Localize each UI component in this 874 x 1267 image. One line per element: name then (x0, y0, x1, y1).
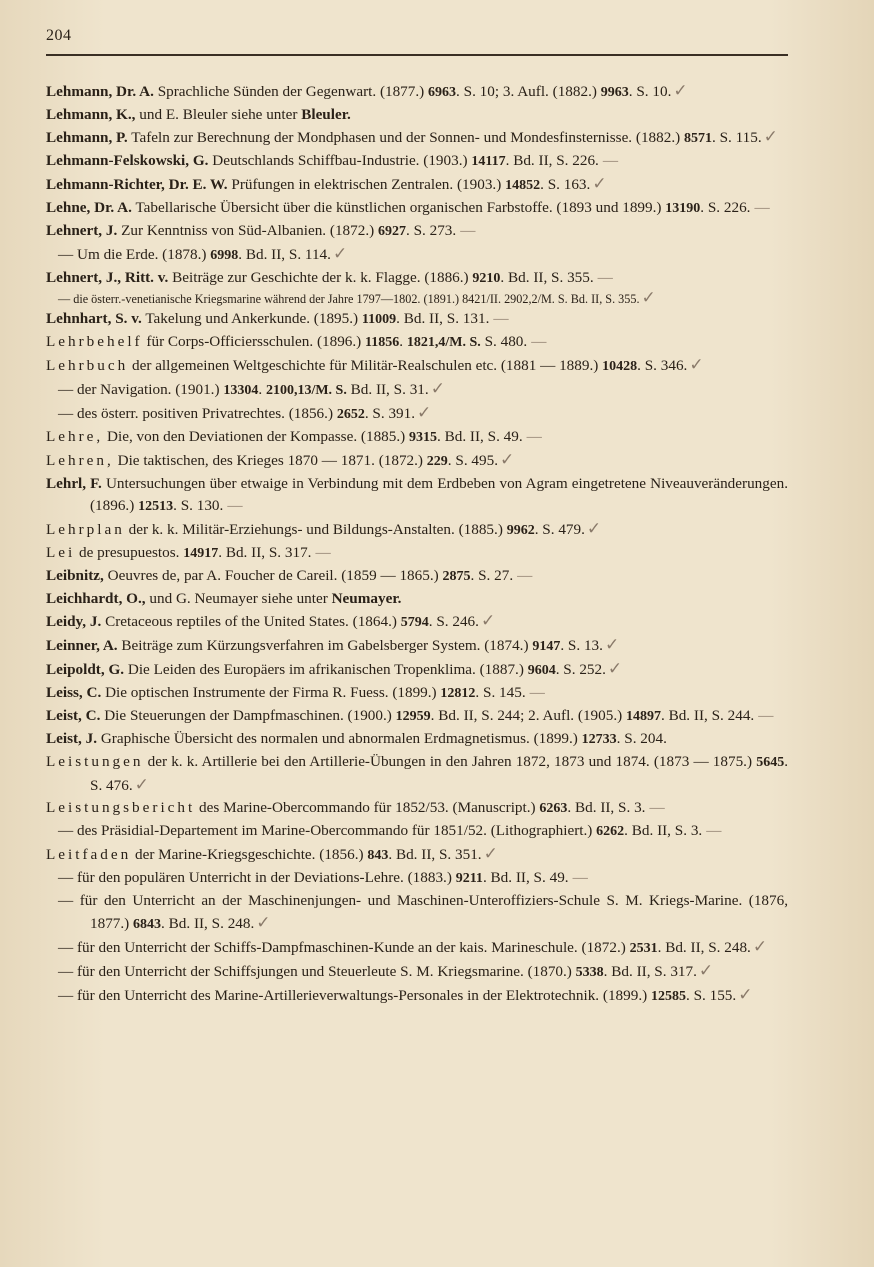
dash-mark-icon: — (649, 799, 665, 816)
entry-location: . S. 226. (700, 199, 751, 216)
entry-call-number: 9315 (409, 430, 438, 445)
entry-location: . S. 204. (616, 730, 667, 747)
entry-author: Leipoldt, G. (46, 661, 125, 678)
check-mark-icon: ✓ (256, 913, 271, 933)
entry-title: — des österr. positiven Privatrechtes. (1856.) (58, 405, 337, 422)
entry-keyword: Lehrbehelf (46, 333, 143, 350)
entry-title: Prüfungen in elektrischen Zentralen. (1903.) (227, 176, 506, 193)
catalog-entry (46, 197, 788, 220)
entry-location: . Bd. II, S. 114. (238, 246, 331, 263)
entry-author: Leiss, C. (46, 684, 102, 701)
dash-mark-icon: — (460, 222, 476, 239)
catalog-entry (46, 449, 788, 473)
entry-location: . S. 27. (470, 567, 514, 584)
catalog-entry (46, 473, 788, 518)
check-mark-icon: ✓ (698, 961, 714, 981)
entry-keyword: Leitfaden (46, 846, 132, 863)
entry-location: . S. 252. (555, 661, 606, 678)
entry-location: . S. 495. (447, 452, 498, 469)
entry-location: . Bd. II, S. 248. (657, 939, 751, 956)
catalog-entry (46, 984, 788, 1008)
entry-location: . S. 155. (685, 987, 737, 1004)
catalog-entry (46, 610, 788, 634)
entry-crossref: Neumayer. (331, 590, 402, 607)
catalog-entry (46, 705, 788, 728)
check-mark-icon: ✓ (738, 985, 753, 1005)
entry-title: de presupuestos. (75, 544, 184, 561)
dash-mark-icon: — (526, 428, 542, 445)
entry-location: . Bd. II, S. 3. (624, 822, 703, 839)
entry-title: — für den Unterricht der Schiffsjungen und Steuerleute S. M. Kriegsmarine. (1870.) (58, 963, 576, 980)
entry-call-number: 12513 (138, 499, 174, 514)
entry-location: . Bd. II, S. 226. (505, 152, 599, 169)
catalog-entry (46, 378, 788, 402)
check-mark-icon: ✓ (607, 659, 623, 679)
catalog-entry (46, 80, 788, 104)
dash-mark-icon: — (758, 707, 774, 724)
entry-title: Graphische Übersicht des normalen und abnormalen Erdmagnetismus. (1899.) (97, 730, 582, 747)
check-mark-icon: ✓ (641, 288, 656, 308)
catalog-entry (46, 820, 788, 843)
entry-location: . Bd. II, S. 351. (388, 846, 482, 863)
check-mark-icon: ✓ (500, 450, 515, 470)
entry-title: — Um die Erde. (1878.) (58, 246, 211, 263)
check-mark-icon: ✓ (483, 844, 498, 864)
entry-location: . Bd. II, S. 317. (603, 963, 697, 980)
catalog-entry (46, 751, 788, 797)
entry-location: . Bd. II, S. 244; 2. Aufl. (1905.) (430, 707, 626, 724)
entry-title: Tafeln zur Berechnung der Mondphasen und der Sonnen- und Mondesfinsternisse. (1882.) (127, 129, 684, 146)
check-mark-icon: ✓ (592, 174, 607, 194)
entry-call-number: 10428 (602, 359, 638, 374)
entry-author: Leidy, J. (46, 613, 102, 630)
entry-title: — des Präsidial-Departement im Marine-Obercommando für 1851/52. (Lithographiert.) (58, 822, 597, 839)
entry-title: des Marine-Obercommando für 1852/53. (Manuscript.) (195, 799, 540, 816)
entry-author: Lehmann-Felskowski, G. (46, 152, 209, 169)
dash-mark-icon: — (706, 822, 722, 839)
entry-location: . Bd. II, S. 49. (437, 428, 523, 445)
dash-mark-icon: — (531, 333, 547, 350)
entry-title: Die Leiden des Europäers im afrikanischen Tropenklima. (1887.) (124, 661, 528, 678)
entry-location: . S. 13. (560, 637, 603, 654)
entry-title: — für den Unterricht der Schiffs-Dampfmaschinen-Kunde an der kais. Marineschule. (1872.) (58, 939, 630, 956)
entry-call-number: 11009 (361, 312, 397, 327)
entry-call-number: 12812 (440, 686, 476, 701)
dash-mark-icon: — (315, 544, 331, 561)
entry-title: — der Navigation. (1901.) (58, 381, 224, 398)
entry-call-number: 9211 (455, 871, 483, 886)
entry-keyword: Lehrplan (46, 521, 125, 538)
entry-location: . Bd. II, S. 3. (567, 799, 646, 816)
entry-author: Leichhardt, O., (46, 590, 146, 607)
entry-location: . S. 346. (637, 357, 688, 374)
dash-mark-icon: — (602, 152, 619, 169)
entry-author: Lehmann, P. (46, 129, 128, 146)
entry-keyword: Lehrbuch (46, 357, 129, 374)
entry-author: Lehmann, Dr. A. (46, 83, 154, 100)
entry-call-number: 1821,4/M. S. (406, 335, 481, 350)
catalog-entry (46, 658, 788, 682)
entry-location: . S. 115. (711, 129, 762, 146)
entry-keyword: Lehre, (46, 428, 104, 445)
page-number: 204 (46, 27, 72, 44)
entry-author: Leinner, A. (46, 637, 118, 654)
entry-title: Die taktischen, des Krieges 1870 — 1871. (1872.) (113, 452, 427, 469)
entry-call-number: 6998 (210, 248, 239, 263)
dash-mark-icon: — (529, 684, 545, 701)
entry-call-number: 14852 (505, 178, 541, 193)
check-mark-icon: ✓ (689, 355, 704, 375)
catalog-entry (46, 518, 788, 542)
entry-title: der k. k. Militär-Erziehungs- und Bildungs-Anstalten. (1885.) (124, 521, 507, 538)
entry-call-number: 8571 (683, 131, 712, 146)
catalog-entry (46, 565, 788, 588)
entry-call-number: 9962 (506, 523, 535, 538)
entry-title: für Corps-Officiersschulen. (1896.) (142, 333, 366, 350)
entry-keyword: Leistungsbericht (46, 799, 196, 816)
catalog-entry (46, 243, 788, 267)
entry-author: Leist, J. (46, 730, 98, 747)
entry-title: — für den Unterricht des Marine-Artillerieverwaltungs-Personales in der Elektrotechnik. (1899.) (58, 987, 651, 1004)
entry-call-number: 9963 (600, 85, 629, 100)
catalog-entry (46, 542, 788, 565)
catalog-entry (46, 843, 788, 867)
entry-keyword: Leistungen (46, 753, 144, 770)
entry-keyword: Lei (46, 544, 76, 561)
entry-crossref: Bleuler. (301, 106, 351, 123)
entry-call-number: 14117 (471, 154, 506, 169)
entry-title: Untersuchungen über etwaige in Verbindung mit dem Erdbeben von Agram eingetretene Niveauveränderungen. (1896.) (90, 475, 788, 514)
entry-author: Leibnitz, (46, 567, 104, 584)
dash-mark-icon: — (493, 310, 509, 327)
dash-mark-icon: — (227, 497, 243, 514)
entry-call-number: 9604 (527, 663, 556, 678)
catalog-entry (46, 867, 788, 890)
entry-call-number: 14917 (183, 546, 219, 561)
entry-author: Leist, C. (46, 707, 101, 724)
entry-location: . S. 479. (534, 521, 585, 538)
catalog-entry (46, 173, 788, 197)
dash-mark-icon: — (572, 869, 588, 886)
entry-location: . (258, 381, 266, 398)
entry-title: Die Steuerungen der Dampfmaschinen. (1900.) (100, 707, 396, 724)
catalog-entry (46, 682, 788, 705)
entry-keyword: Lehren, (46, 452, 114, 469)
check-mark-icon: ✓ (752, 937, 768, 957)
catalog-entry (46, 634, 788, 658)
entry-title: Beiträge zum Kürzungsverfahren im Gabelsberger System. (1874.) (117, 637, 533, 654)
entry-call-number: 9147 (532, 639, 561, 654)
entry-location: . S. 273. (405, 222, 457, 239)
dash-mark-icon: — (754, 199, 770, 216)
catalog-entry (46, 960, 788, 984)
entry-call-number: 6263 (539, 801, 568, 816)
check-mark-icon: ✓ (673, 81, 688, 101)
catalog-entries (46, 80, 788, 1008)
catalog-entry (46, 150, 788, 173)
entry-call-number: 12733 (581, 732, 617, 747)
entry-call-number: 2100,13/M. S. (265, 383, 347, 398)
entry-author: Lehnert, J., Ritt. v. (46, 269, 169, 286)
entry-title: Die, von den Deviationen der Kompasse. (1885.) (103, 428, 410, 445)
entry-call-number: 13190 (665, 201, 701, 216)
entry-author: Lehmann, K., (46, 106, 136, 123)
catalog-entry (46, 402, 788, 426)
entry-title: Tabellarische Übersicht über die künstlichen organischen Farbstoffe. (1893 und 1899.) (131, 199, 666, 216)
entry-call-number: 843 (367, 848, 389, 863)
entry-author: Lehnert, J. (46, 222, 118, 239)
entry-title: der allgemeinen Weltgeschichte für Militär-Realschulen etc. (1881 — 1889.) (128, 357, 603, 374)
entry-location: . Bd. II, S. 355. (500, 269, 594, 286)
catalog-entry (46, 354, 788, 378)
entry-location: . Bd. II, S. 317. (218, 544, 312, 561)
entry-call-number: 5645 (756, 755, 785, 770)
dash-mark-icon: — (597, 269, 613, 286)
dash-mark-icon: — (517, 567, 533, 584)
entry-title: Beiträge zur Geschichte der k. k. Flagge. (1886.) (168, 269, 473, 286)
catalog-entry (46, 331, 788, 354)
entry-title: und E. Bleuler siehe unter (135, 106, 302, 123)
entry-title: Deutschlands Schiffbau-Industrie. (1903.) (208, 152, 472, 169)
entry-title: und G. Neumayer siehe unter (145, 590, 332, 607)
catalog-entry (46, 936, 788, 960)
check-mark-icon: ✓ (586, 519, 602, 539)
catalog-entry (46, 308, 788, 331)
entry-location: . S. 130. (173, 497, 224, 514)
entry-call-number: 229 (426, 454, 448, 469)
entry-title: Takelung und Ankerkunde. (1895.) (141, 310, 362, 327)
entry-title: — die österr.-venetianische Kriegsmarine während der Jahre 1797—1802. (1891.) 8421/II. 2902,2/M. S. Bd. II, S. 355. (58, 292, 640, 306)
entry-title: Zur Kenntniss von Süd-Albanien. (1872.) (117, 222, 378, 239)
entry-location: . Bd. II, S. 244. (660, 707, 755, 724)
check-mark-icon: ✓ (763, 127, 778, 147)
entry-title: Die optischen Instrumente der Firma R. Fuess. (1899.) (101, 684, 441, 701)
check-mark-icon: ✓ (417, 403, 432, 423)
entry-call-number: 14897 (625, 709, 661, 724)
catalog-entry (46, 126, 788, 150)
catalog-entry (46, 588, 788, 610)
catalog-entry (46, 290, 788, 308)
entry-call-number: 13304 (223, 383, 259, 398)
entry-location: . S. 391. (364, 405, 416, 422)
entry-title: der k. k. Artillerie bei den Artillerie-Übungen in den Jahren 1872, 1873 und 1874. (1873 — 1875.) (143, 753, 757, 770)
entry-author: Lehnhart, S. v. (46, 310, 142, 327)
catalog-entry (46, 797, 788, 820)
catalog-entry (46, 426, 788, 449)
entry-call-number: 5338 (575, 965, 604, 980)
entry-call-number: 6262 (596, 824, 625, 839)
catalog-entry (46, 104, 788, 126)
entry-location: . Bd. II, S. 248. (161, 915, 255, 932)
entry-call-number: 9210 (472, 271, 501, 286)
entry-location: . S. 145. (475, 684, 526, 701)
check-mark-icon: ✓ (480, 611, 496, 631)
check-mark-icon: ✓ (430, 379, 445, 399)
header-rule (46, 54, 788, 56)
entry-call-number: 12959 (395, 709, 431, 724)
entry-title: Cretaceous reptiles of the United States. (1864.) (101, 613, 401, 630)
entry-location: . S. 10. (628, 83, 672, 100)
entry-author: Lehmann-Richter, Dr. E. W. (46, 176, 228, 193)
check-mark-icon: ✓ (134, 775, 149, 795)
entry-location: . S. 476. (90, 753, 788, 794)
check-mark-icon: ✓ (332, 244, 348, 264)
catalog-entry (46, 220, 788, 243)
entry-call-number: 5794 (400, 615, 429, 630)
entry-call-number: 12585 (650, 989, 686, 1004)
entry-call-number: 6843 (133, 917, 162, 932)
entry-location: . S. 163. (540, 176, 591, 193)
check-mark-icon: ✓ (604, 635, 620, 655)
catalog-entry (46, 267, 788, 290)
entry-title: Oeuvres de, par A. Foucher de Careil. (1859 — 1865.) (103, 567, 443, 584)
entry-call-number: 6927 (377, 224, 406, 239)
entry-location: . S. 246. (428, 613, 479, 630)
entry-title: Sprachliche Sünden der Gegenwart. (1877.) (153, 83, 429, 100)
entry-call-number: 6963 (428, 85, 457, 100)
entry-location: S. 480. (480, 333, 528, 350)
entry-call-number: 11856 (365, 335, 400, 350)
entry-location: . S. 10; 3. Aufl. (1882.) (456, 83, 601, 100)
entry-call-number: 2531 (629, 941, 658, 956)
entry-location: . (399, 333, 407, 350)
entry-location: Bd. II, S. 31. (346, 381, 429, 398)
entry-author: Lehne, Dr. A. (46, 199, 132, 216)
entry-location: . Bd. II, S. 131. (396, 310, 490, 327)
entry-title: — für den populären Unterricht in der Deviations-Lehre. (1883.) (58, 869, 456, 886)
entry-author: Lehrl, F. (46, 475, 102, 492)
entry-title: — für den Unterricht an der Maschinenjungen- und Maschinen-Unteroffiziers-Schule S. M. Kriegs-Marine. (1876, 1877.) (58, 892, 788, 932)
catalog-entry (46, 728, 788, 751)
entry-call-number: 2652 (336, 407, 365, 422)
catalog-entry (46, 890, 788, 936)
entry-location: . Bd. II, S. 49. (482, 869, 569, 886)
entry-call-number: 2875 (442, 569, 471, 584)
entry-title: der Marine-Kriegsgeschichte. (1856.) (131, 846, 368, 863)
